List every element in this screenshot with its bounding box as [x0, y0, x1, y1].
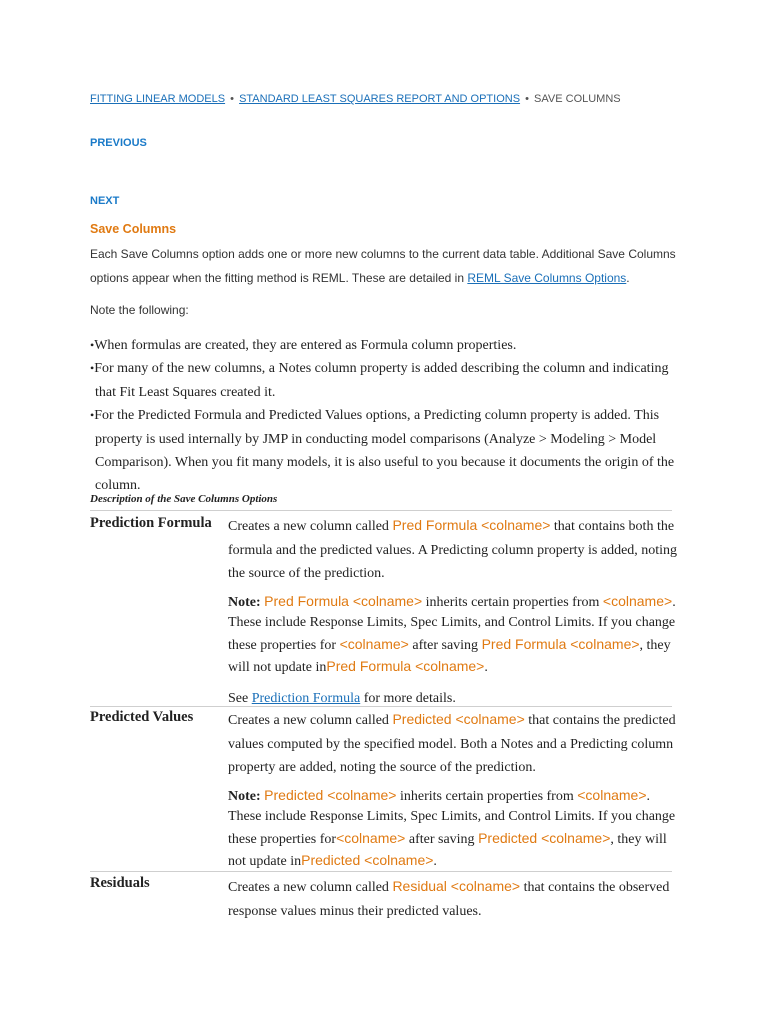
next-link[interactable]: NEXT [90, 195, 120, 207]
breadcrumb-separator: • [230, 93, 234, 105]
desc-paragraph [228, 708, 678, 780]
table-caption: Description of the Save Columns Options [90, 493, 278, 505]
column-name-code: <colname> [339, 635, 409, 652]
column-name-code: Predicted <colname> [392, 711, 525, 727]
row-label-prediction-formula: Prediction Formula [90, 515, 212, 531]
note-text: . These include Response Limits, Spec Limits, and Control Limits. If you change these properties for [228, 788, 676, 847]
note-text: . [433, 854, 437, 870]
column-name-code: <colname> [577, 786, 647, 803]
desc-text: that contains the predicted values computed by the specified model. Both a Notes and a Predicting column property are added, noting the source of the prediction. [228, 713, 676, 775]
list-item [90, 404, 680, 498]
row-label-predicted-values: Predicted Values [90, 709, 194, 725]
note-paragraph [228, 591, 678, 679]
section-title: Save Columns [90, 222, 177, 236]
desc-paragraph [228, 514, 678, 586]
table-row-rule [90, 871, 672, 872]
note-label: Note: [228, 788, 261, 804]
column-name-code: Pred Formula <colname> [481, 635, 640, 652]
bullet-text: For the Predicted Formula and Predicted Values options, a Predicting column property is added. This property is used internally by JMP in conducting model comparisons (Analyze > Modeling > Model Comparison). When you fit many models, it is also useful to you because it documents the origin of the column. [94, 408, 675, 494]
intro-paragraph [90, 242, 690, 290]
desc-text: Creates a new column called [228, 519, 393, 534]
column-name-code: Predicted <colname> [478, 829, 611, 846]
bullet-glyph: • [90, 338, 95, 352]
bullet-list [90, 334, 680, 498]
desc-text: Creates a new column called [228, 713, 393, 728]
note-text: inherits certain properties from [396, 788, 578, 804]
desc-paragraph [228, 874, 678, 924]
column-name-code: Pred Formula <colname> [392, 517, 551, 533]
previous-link[interactable]: PREVIOUS [90, 137, 147, 149]
column-name-code: Predicted <colname> [301, 852, 434, 869]
desc-text: that contains the observed response values minus their predicted values. [228, 880, 670, 919]
table-row-rule [90, 706, 672, 707]
column-name-code: Pred Formula <colname> [264, 592, 423, 609]
note-text: , they will not update in [228, 831, 667, 870]
breadcrumb [90, 93, 621, 105]
column-name-code: Predicted <colname> [264, 786, 397, 803]
bullet-glyph: • [90, 408, 95, 423]
bullet-text: When formulas are created, they are entered as Formula column properties. [94, 338, 517, 353]
column-name-code: <colname> [336, 829, 406, 846]
intro-text-end: . [626, 271, 630, 285]
note-text: . [484, 660, 488, 676]
reml-save-columns-link[interactable]: REML Save Columns Options [467, 271, 627, 285]
intro-text: Each Save Columns option adds one or more new columns to the current data table. Additional Save Columns options appear when the fitting method is REML. These are detailed in [90, 247, 676, 285]
row-desc-prediction-formula [228, 514, 678, 709]
breadcrumb-link-standard-least-squares[interactable]: STANDARD LEAST SQUARES REPORT AND OPTIONS [239, 93, 521, 105]
table-top-rule [90, 510, 672, 511]
see-text: See [228, 690, 252, 706]
bullet-glyph: • [90, 361, 95, 376]
note-label: Note: [228, 594, 261, 610]
prediction-formula-link[interactable]: Prediction Formula [251, 690, 361, 706]
row-label-residuals: Residuals [90, 875, 150, 891]
list-item [90, 357, 680, 404]
breadcrumb-separator: • [525, 93, 529, 105]
note-text: after saving [405, 831, 479, 847]
note-paragraph [228, 785, 678, 873]
breadcrumb-link-fitting-linear-models[interactable]: FITTING LINEAR MODELS [90, 93, 226, 105]
desc-text: Creates a new column called [228, 880, 393, 895]
row-desc-residuals [228, 874, 678, 924]
note-text: inherits certain properties from [422, 594, 603, 610]
note-text: , they will not update in [228, 637, 671, 676]
note-text: after saving [408, 637, 482, 653]
breadcrumb-current: SAVE COLUMNS [534, 93, 621, 105]
list-item [90, 334, 680, 357]
note-text: . These include Response Limits, Spec Limits, and Control Limits. If you change these properties for [228, 594, 676, 653]
column-name-code: Residual <colname> [392, 878, 521, 894]
column-name-code: <colname> [602, 592, 673, 609]
row-desc-predicted-values [228, 708, 678, 873]
desc-text: that contains both the formula and the predicted values. A Predicting column property is added, noting the source of the prediction. [228, 519, 678, 581]
see-text: for more details. [360, 690, 456, 706]
note-following: Note the following: [90, 303, 189, 317]
bullet-text: For many of the new columns, a Notes column property is added describing the column and indicating that Fit Least Squares created it. [94, 361, 669, 400]
column-name-code: Pred Formula <colname> [326, 658, 485, 675]
